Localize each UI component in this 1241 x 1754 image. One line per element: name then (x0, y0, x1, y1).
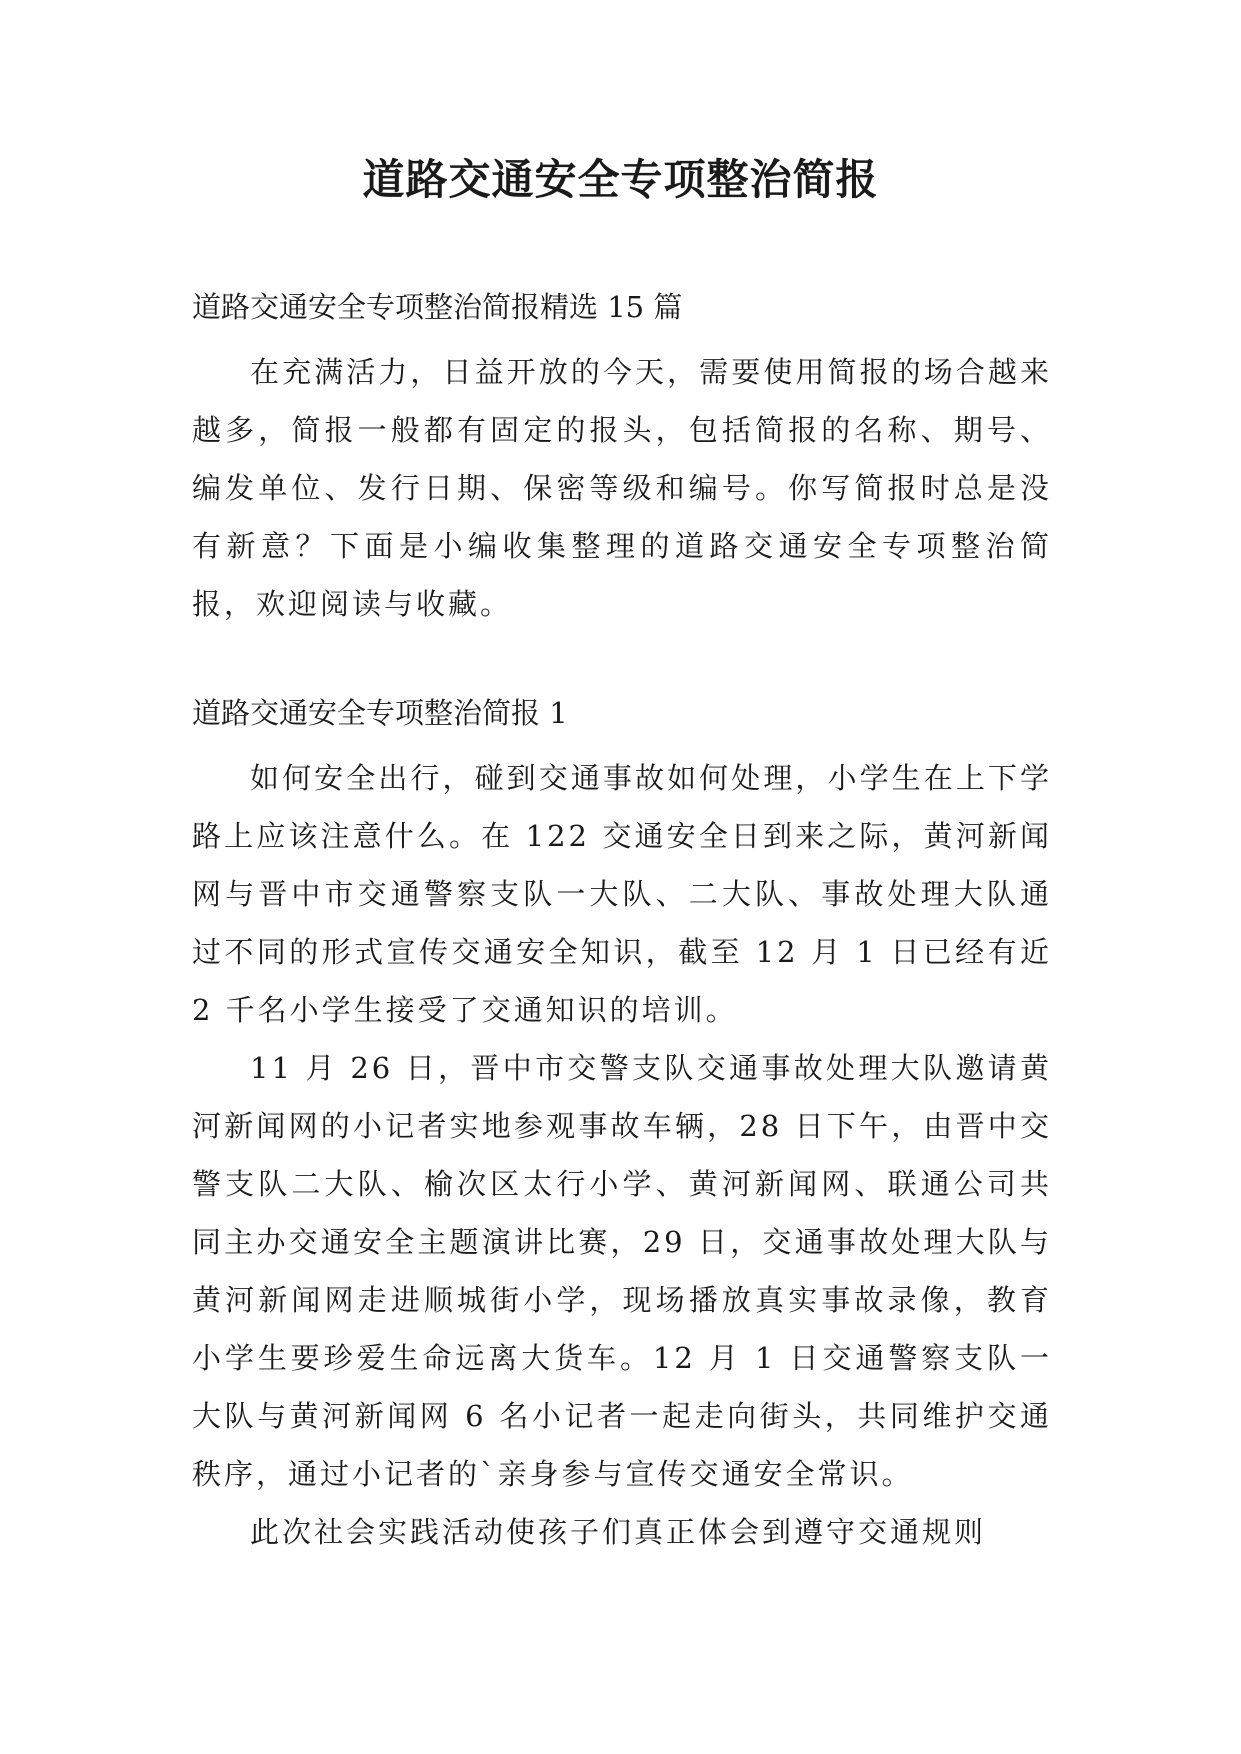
section-paragraph: 此次社会实践活动使孩子们真正体会到遵守交通规则 (250, 1515, 987, 1549)
section-heading: 道路交通安全专项整治简报 1 (192, 696, 568, 730)
document-title: 道路交通安全专项整治简报 (362, 155, 879, 204)
section-spacer (192, 633, 1052, 693)
section-paragraph: 如何安全出行，碰到交通事故如何处理，小学生在上下学路上应该注意什么。在 122 交通安全日到来之际，黄河新闻网与晋中市交通警察支队一大队、二大队、事故处理大队通过不同的形式宣传交通安全知识，截至 12 月 1 日已经有近 2 千名小学生接受了交通知识的培训。 (192, 761, 1052, 1027)
section-paragraph: 11 月 26 日，晋中市交警支队交通事故处理大队邀请黄河新闻网的小记者实地参观事故车辆，28 日下午，由晋中交警支队二大队、榆次区太行小学、黄河新闻网、联通公司共同主办交通安全主题演讲比赛，29 日，交通事故处理大队与黄河新闻网走进顺城街小学，现场播放真实事故录像，教育小学生要珍爱生命远离大货车。12 月 1 日交通警察支队一大队与黄河新闻网 6 名小记者一起走向街头，共同维护交通秩序，通过小记者的`亲身参与宣传交通安全常识。 (192, 1051, 1052, 1491)
intro-paragraph: 在充满活力，日益开放的今天，需要使用简报的场合越来越多，简报一般都有固定的报头，包括简报的名称、期号、编发单位、发行日期、保密等级和编号。你写简报时总是没有新意？下面是小编收集整理的道路交通安全专项整治简报，欢迎阅读与收藏。 (192, 355, 1052, 621)
document-body (192, 287, 1052, 1561)
collection-subtitle: 道路交通安全专项整治简报精选 15 篇 (192, 290, 683, 324)
